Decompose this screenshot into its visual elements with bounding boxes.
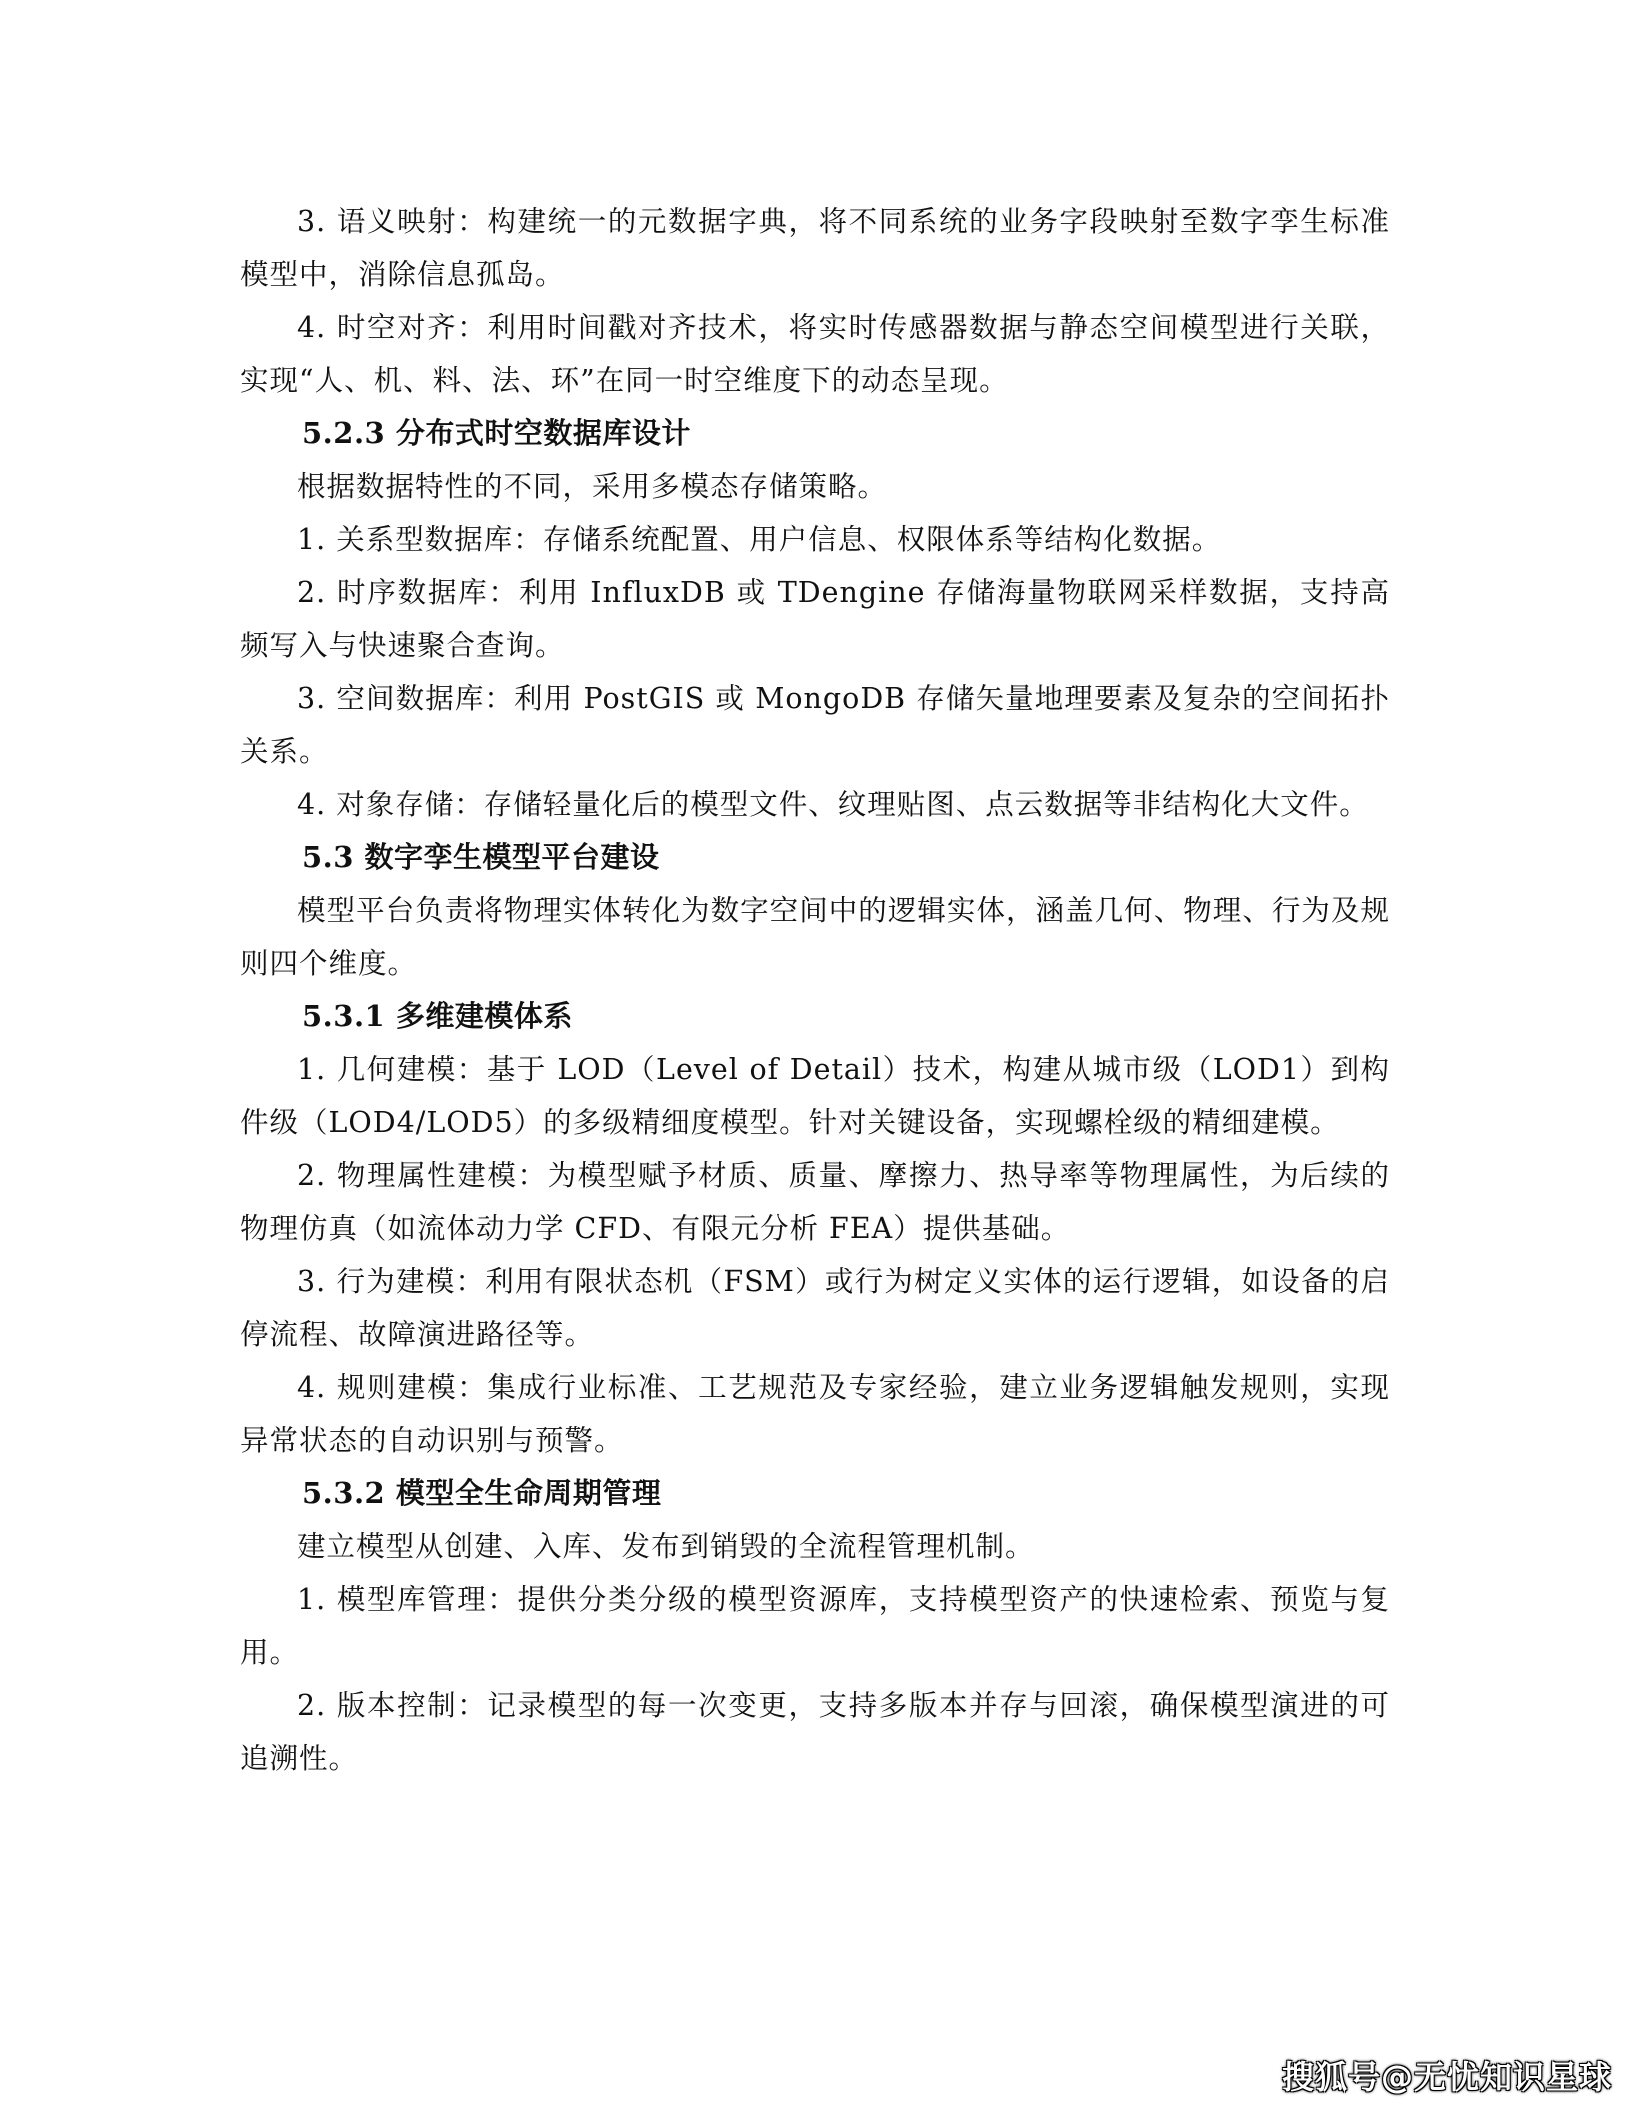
watermark-text: 搜狐号@无忧知识星球 (1281, 2058, 1612, 2096)
paragraph-version-control: 2. 版本控制：记录模型的每一次变更，支持多版本并存与回滚，确保模型演进的可追溯性。 (240, 1689, 1390, 1775)
paragraph-geometric-modeling: 1. 几何建模：基于 LOD（Level of Detail）技术，构建从城市级（LOD1）到构件级（LOD4/LOD5）的多级精细度模型。针对关键设备，实现螺栓级的精细建模。 (240, 1053, 1390, 1139)
paragraph-model-platform: 模型平台负责将物理实体转化为数字空间中的逻辑实体，涵盖几何、物理、行为及规则四个维度。 (240, 894, 1390, 980)
section-heading-5-3: 5.3 数字孪生模型平台建设 (302, 840, 660, 874)
paragraph-relational-db: 1. 关系型数据库：存储系统配置、用户信息、权限体系等结构化数据。 (297, 523, 1222, 556)
paragraph-spatiotemporal-alignment: 4. 时空对齐：利用时间戳对齐技术，将实时传感器数据与静态空间模型进行关联，实现“人、机、料、法、环”在同一时空维度下的动态呈现。 (240, 311, 1390, 397)
paragraph-behavior-modeling: 3. 行为建模：利用有限状态机（FSM）或行为树定义实体的运行逻辑，如设备的启停流程、故障演进路径等。 (240, 1265, 1390, 1351)
paragraph-physical-modeling: 2. 物理属性建模：为模型赋予材质、质量、摩擦力、热导率等物理属性，为后续的物理仿真（如流体动力学 CFD、有限元分析 FEA）提供基础。 (240, 1159, 1390, 1245)
section-heading-5-3-2: 5.3.2 模型全生命周期管理 (302, 1476, 662, 1510)
paragraph-storage-strategy: 根据数据特性的不同，采用多模态存储策略。 (297, 470, 888, 503)
paragraph-semantic-mapping: 3. 语义映射：构建统一的元数据字典，将不同系统的业务字段映射至数字孪生标准模型中，消除信息孤岛。 (240, 205, 1390, 291)
document-body (240, 195, 1390, 1785)
paragraph-spatial-db: 3. 空间数据库：利用 PostGIS 或 MongoDB 存储矢量地理要素及复杂的空间拓扑关系。 (240, 682, 1390, 768)
section-heading-5-2-3: 5.2.3 分布式时空数据库设计 (302, 416, 691, 450)
paragraph-lifecycle: 建立模型从创建、入库、发布到销毁的全流程管理机制。 (297, 1530, 1035, 1563)
paragraph-object-storage: 4. 对象存储：存储轻量化后的模型文件、纹理贴图、点云数据等非结构化大文件。 (297, 788, 1369, 821)
paragraph-model-library: 1. 模型库管理：提供分类分级的模型资源库，支持模型资产的快速检索、预览与复用。 (240, 1583, 1390, 1669)
section-heading-5-3-1: 5.3.1 多维建模体系 (302, 999, 573, 1033)
paragraph-rule-modeling: 4. 规则建模：集成行业标准、工艺规范及专家经验，建立业务逻辑触发规则，实现异常状态的自动识别与预警。 (240, 1371, 1390, 1457)
paragraph-timeseries-db: 2. 时序数据库：利用 InfluxDB 或 TDengine 存储海量物联网采样数据，支持高频写入与快速聚合查询。 (240, 576, 1390, 662)
